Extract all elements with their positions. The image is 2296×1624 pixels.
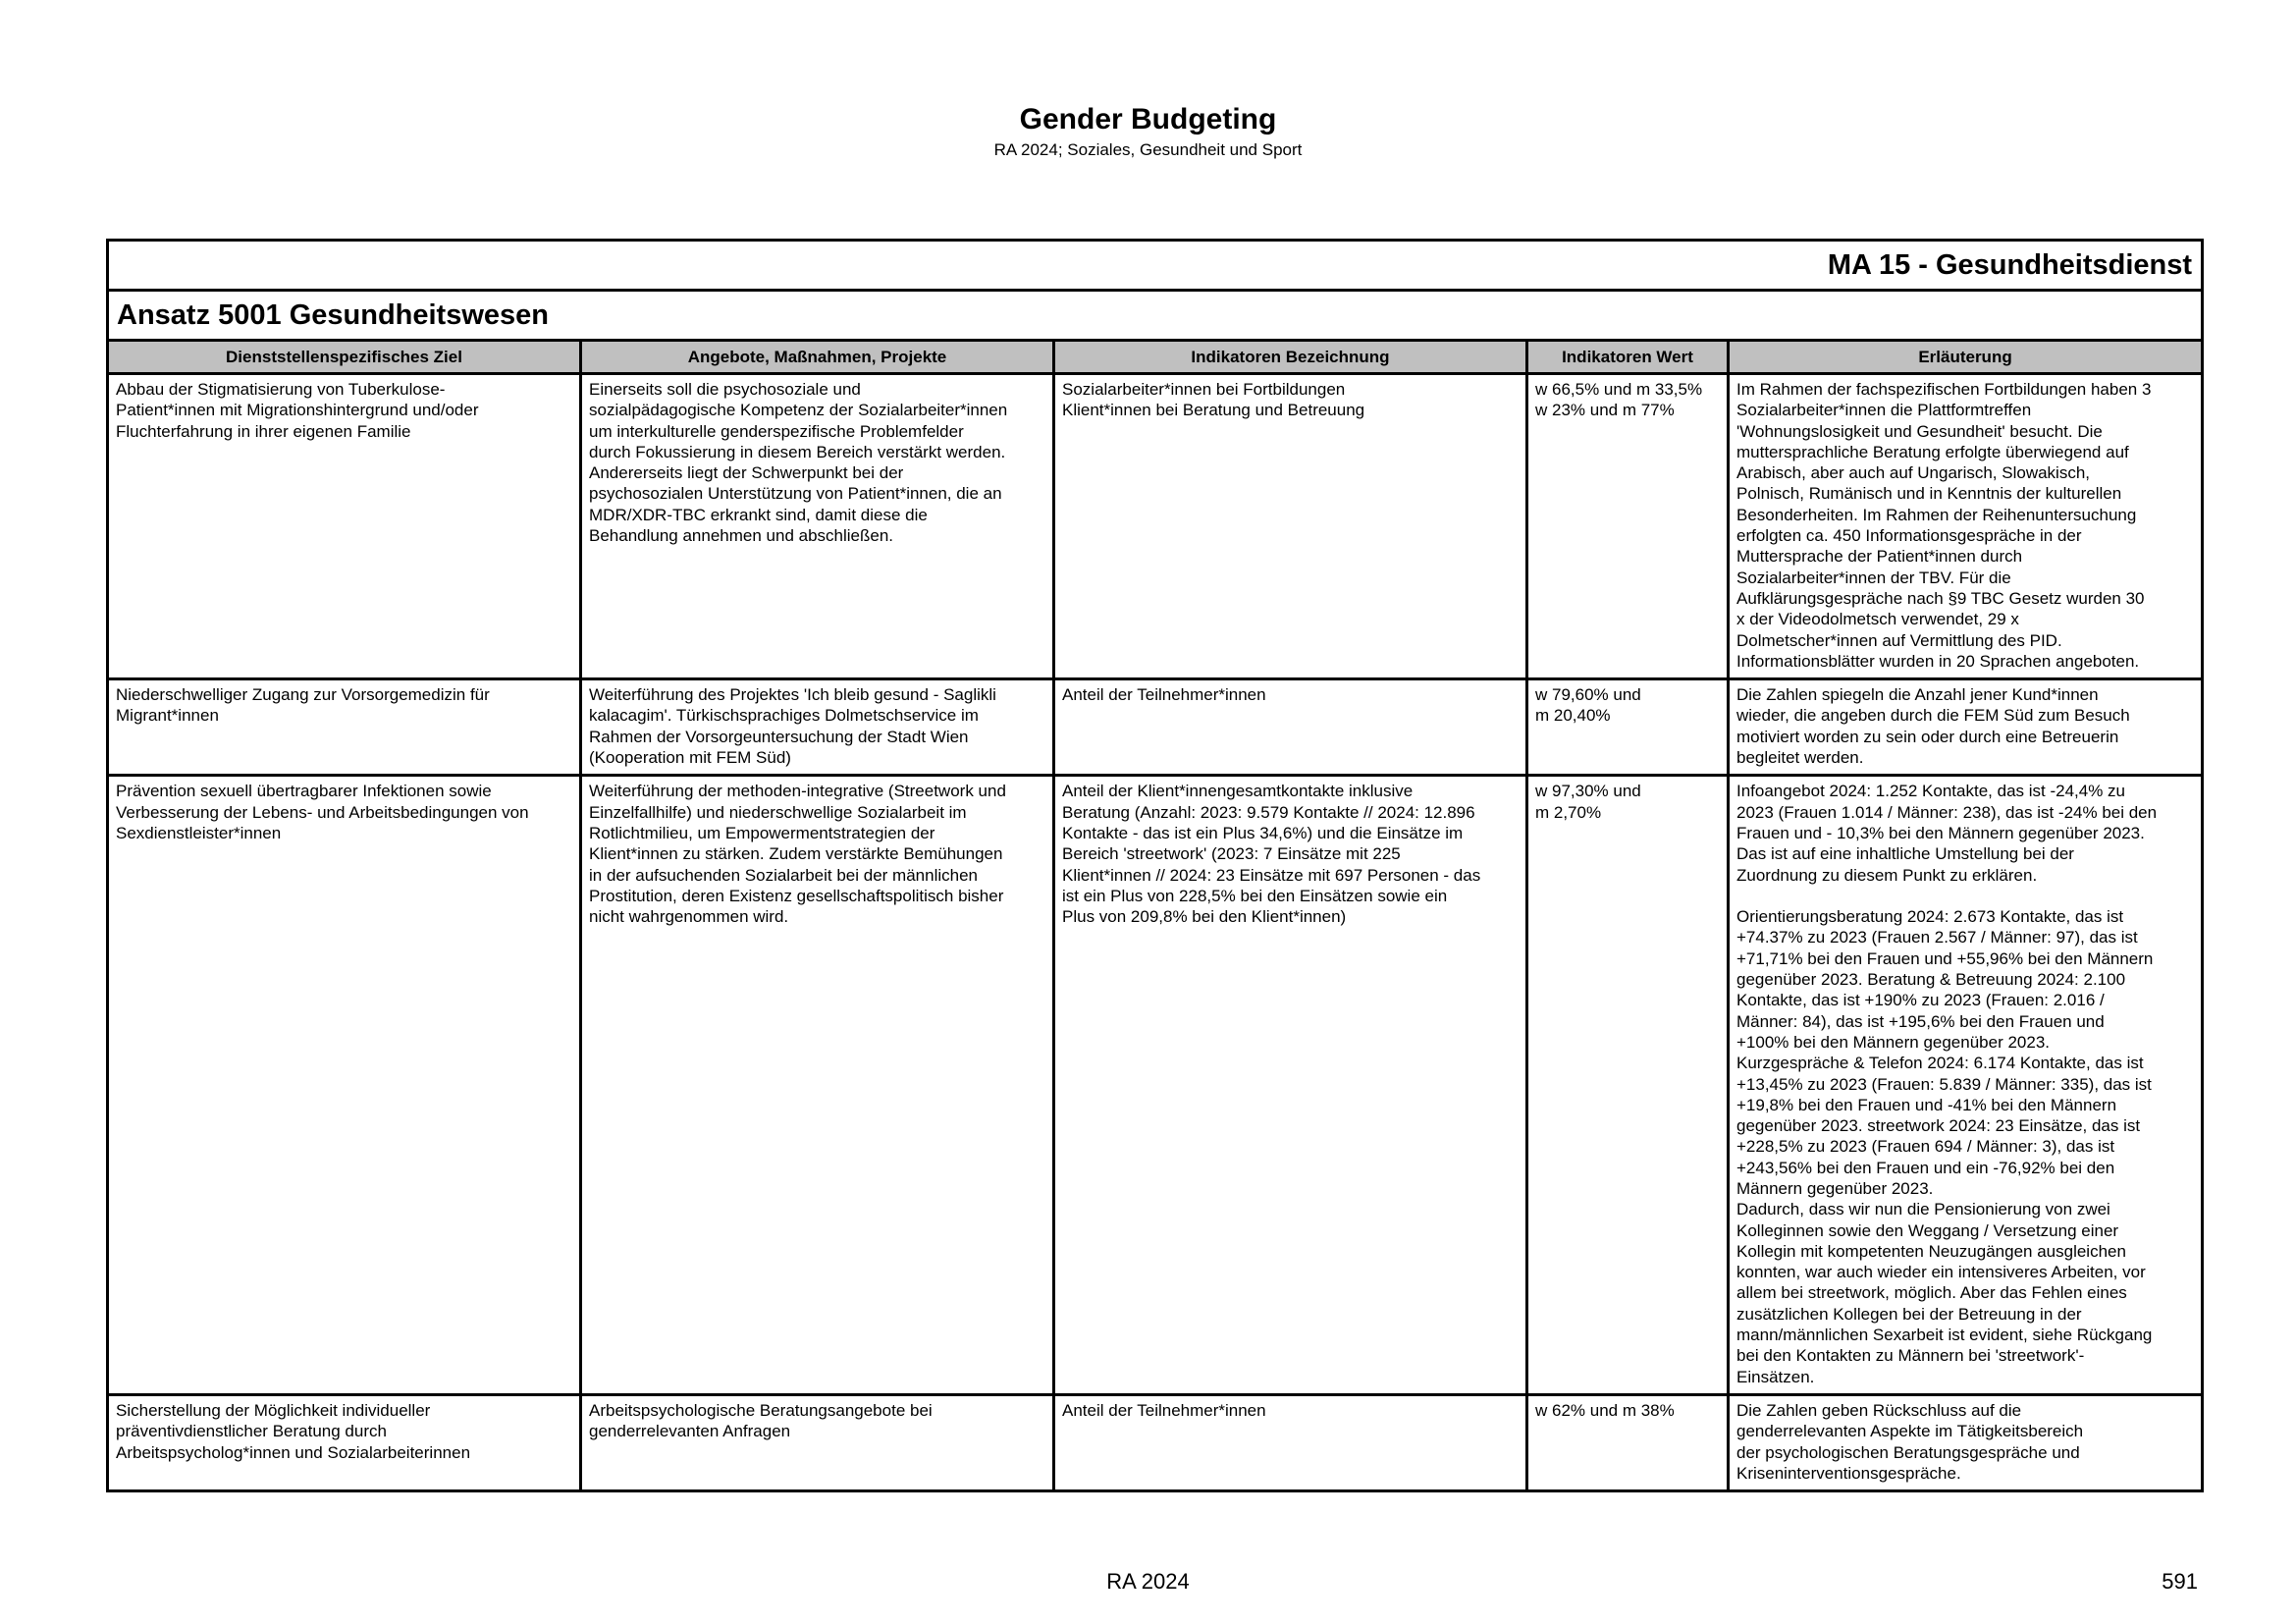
- cell-indikator: Sozialarbeiter*innen bei Fortbildungen Klient*innen bei Beratung und Betreuung: [1054, 374, 1527, 679]
- cell-wert: w 62% und m 38%: [1527, 1394, 1729, 1490]
- document-title: Gender Budgeting: [1019, 103, 1277, 135]
- cell-massnahmen: Arbeitspsychologische Beratungsangebote bei genderrelevanten Anfragen: [581, 1394, 1054, 1490]
- cell-massnahmen: Weiterführung der methoden-integrative (Streetwork und Einzelfallhilfe) und niederschwellige Sozialarbeit im Rotlichtmilieu, um Empowermentstrategien der Klient*innen zu stärken. Zudem verstärkte Bemühungen in der aufsuchenden Sozialarbeit bei der männlichen Prostitution, deren Existenz gesellschaftspolitisch bisher nicht wahrgenommen wird.: [581, 776, 1054, 1395]
- column-header-indikator-wert: Indikatoren Wert: [1527, 341, 1729, 374]
- cell-ziel: Sicherstellung der Möglichkeit individueller präventivdienstlicher Beratung durch Arbeitspsycholog*innen und Sozialarbeiterinnen: [108, 1394, 581, 1490]
- cell-wert: w 66,5% und m 33,5% w 23% und m 77%: [1527, 374, 1729, 679]
- column-header-row: [108, 341, 2203, 374]
- cell-erlaeuterung: Infoangebot 2024: 1.252 Kontakte, das ist -24,4% zu 2023 (Frauen 1.014 / Männer: 238), das ist -24% bei den Frauen und - 10,3% bei den Männern gegenüber 2023. Das ist auf eine inhaltliche Umstellung bei der Zuordnung zu diesem Punkt zu erklären. Orientierungsberatung 2024: 2.673 Kontakte, das ist +74.37% zu 2023 (Frauen 2.567 / Männer: 97), das ist +71,71% bei den Frauen und +55,96% bei den Männern gegenüber 2023. Beratung & Betreuung 2024: 2.100 Kontakte, das ist +190% zu 2023 (Frauen: 2.016 / Männer: 84), das ist +195,6% bei den Frauen und +100% bei den Männern gegenüber 2023. Kurzgespräche & Telefon 2024: 6.174 Kontakte, das ist +13,45% zu 2023 (Frauen: 5.839 / Männer: 335), das ist +19,8% bei den Frauen und -41% bei den Männern gegenüber 2023. streetwork 2024: 23 Einsätze, das ist +228,5% zu 2023 (Frauen 694 / Männer: 3), das ist +243,56% bei den Frauen und ein -76,92% bei den Männern gegenüber 2023. Dadurch, dass wir nun die Pensionierung von zwei Kolleginnen sowie den Weggang / Versetzung einer Kollegin mit kompetenten Neuzugängen ausgleichen konnten, war auch wieder ein intensiveres Arbeiten, vor allem bei streetwork, möglich. Aber das Fehlen eines zusätzlichen Kollegen bei der Betreuung in der mann/männlichen Sexarbeit ist evident, siehe Rückgang bei den Kontakten zu Männern bei 'streetwork'- Einsätzen.: [1729, 776, 2203, 1395]
- cell-erlaeuterung: Im Rahmen der fachspezifischen Fortbildungen haben 3 Sozialarbeiter*innen die Plattformtreffen 'Wohnungslosigkeit und Gesundheit' besucht. Die muttersprachliche Beratung erfolgte überwiegend auf Arabisch, aber auch auf Ungarisch, Slowakisch, Polnisch, Rumänisch und in Kenntnis der kulturellen Besonderheiten. Im Rahmen der Reihenuntersuchung erfolgten ca. 450 Informationsgespräche in der Muttersprache der Patient*innen durch Sozialarbeiter*innen der TBV. Für die Aufklärungsgespräche nach §9 TBC Gesetz wurden 30 x der Videodolmetsch verwendet, 29 x Dolmetscher*innen auf Vermittlung des PID. Informationsblätter wurden in 20 Sprachen angeboten.: [1729, 374, 2203, 679]
- column-header-erlaeuterung: Erläuterung: [1729, 341, 2203, 374]
- department-heading: MA 15 - Gesundheitsdienst: [108, 241, 2203, 291]
- section-heading: Ansatz 5001 Gesundheitswesen: [108, 291, 2203, 341]
- cell-indikator: Anteil der Teilnehmer*innen: [1054, 679, 1527, 776]
- cell-indikator: Anteil der Teilnehmer*innen: [1054, 1394, 1527, 1490]
- cell-erlaeuterung: Die Zahlen spiegeln die Anzahl jener Kund*innen wieder, die angeben durch die FEM Süd zum Besuch motiviert worden zu sein oder durch eine Betreuerin begleitet werden.: [1729, 679, 2203, 776]
- cell-erlaeuterung: Die Zahlen geben Rückschluss auf die genderrelevanten Aspekte im Tätigkeitsbereich der psychologischen Beratungsgespräche und Kriseninterventionsgespräche.: [1729, 1394, 2203, 1490]
- column-header-indikator-bezeichnung: Indikatoren Bezeichnung: [1054, 341, 1527, 374]
- gender-budgeting-table: [106, 239, 2204, 1492]
- cell-massnahmen: Einerseits soll die psychosoziale und sozialpädagogische Kompetenz der Sozialarbeiter*innen um interkulturelle genderspezifische Problemfelder durch Fokussierung in diesem Bereich verstärkt werden. Andererseits liegt der Schwerpunkt bei der psychosozialen Unterstützung von Patient*innen, die an MDR/XDR-TBC erkrankt sind, damit diese die Behandlung annehmen und abschließen.: [581, 374, 1054, 679]
- cell-ziel: Prävention sexuell übertragbarer Infektionen sowie Verbesserung der Lebens- und Arbeitsbedingungen von Sexdienstleister*innen: [108, 776, 581, 1395]
- table-row: [108, 679, 2203, 776]
- footer-label: RA 2024: [1106, 1569, 1190, 1594]
- column-header-ziel: Dienststellenspezifisches Ziel: [108, 341, 581, 374]
- table-row: [108, 776, 2203, 1395]
- cell-ziel: Abbau der Stigmatisierung von Tuberkulose- Patient*innen mit Migrationshintergrund und/oder Fluchterfahrung in ihrer eigenen Familie: [108, 374, 581, 679]
- column-header-massnahmen: Angebote, Maßnahmen, Projekte: [581, 341, 1054, 374]
- page-number: 591: [2162, 1569, 2198, 1594]
- table-row: [108, 374, 2203, 679]
- cell-wert: w 79,60% und m 20,40%: [1527, 679, 1729, 776]
- table-row: [108, 1394, 2203, 1490]
- cell-massnahmen: Weiterführung des Projektes 'Ich bleib gesund - Saglikli kalacagim'. Türkischsprachiges Dolmetschservice im Rahmen der Vorsorgeuntersuchung der Stadt Wien (Kooperation mit FEM Süd): [581, 679, 1054, 776]
- document-subtitle: RA 2024; Soziales, Gesundheit und Sport: [993, 140, 1303, 159]
- cell-ziel: Niederschwelliger Zugang zur Vorsorgemedizin für Migrant*innen: [108, 679, 581, 776]
- cell-indikator: Anteil der Klient*innengesamtkontakte inklusive Beratung (Anzahl: 2023: 9.579 Kontakte // 2024: 12.896 Kontakte - das ist ein Plus 34,6%) und die Einsätze im Bereich 'streetwork' (2023: 7 Einsätze mit 225 Klient*innen // 2024: 23 Einsätze mit 697 Personen - das ist ein Plus von 228,5% bei den Einsätzen sowie ein Plus von 209,8% bei den Klient*innen): [1054, 776, 1527, 1395]
- cell-wert: w 97,30% und m 2,70%: [1527, 776, 1729, 1395]
- page-header: [0, 102, 2296, 161]
